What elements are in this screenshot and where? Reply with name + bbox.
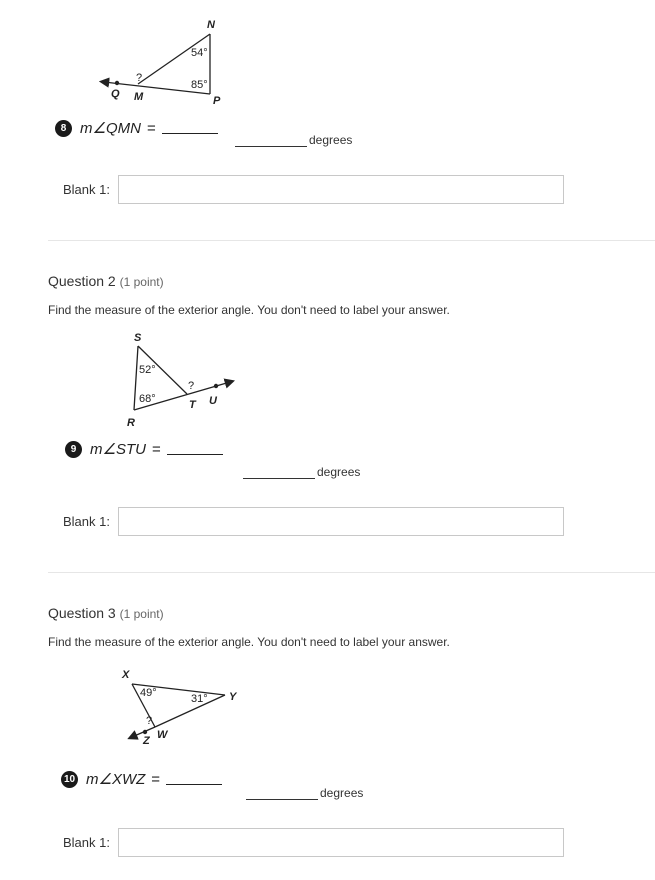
blank-label: Blank 1: [63,514,110,529]
blank-1-input[interactable] [118,507,564,536]
problem-number-badge: 10 [61,771,78,788]
angle-label-y: 31° [191,693,208,705]
answer-line [166,783,222,785]
vertex-label-s: S [134,332,142,344]
angle-label-n: 54° [191,47,208,59]
equals-sign: = [151,770,161,788]
unit-label: degrees [309,133,353,147]
angle-label-unknown: ? [136,72,143,84]
vertex-label-m: M [134,91,144,103]
problem-9-statement [65,440,223,458]
vertex-label-z: Z [143,735,150,747]
answer-line [167,453,223,455]
answer-line [162,132,218,134]
blank-1-input[interactable] [118,828,564,857]
unit-label: degrees [317,465,361,479]
unit-row-8 [235,133,352,147]
equals-sign: = [151,440,161,458]
unit-blank-line [246,789,318,800]
angle-label-r: 68° [139,393,156,405]
equals-sign: = [146,119,156,137]
point-z [143,730,147,734]
point-u [214,384,218,388]
unit-label: degrees [320,786,364,800]
problem-expression: m∠XWZ [86,771,146,788]
angle-label-x: 49° [140,687,157,699]
angle-label-p: 85° [191,79,208,91]
vertex-label-r: R [127,417,135,429]
point-q [115,81,119,85]
problem-8-statement [55,119,218,137]
vertex-label-n: N [207,19,215,31]
question-3-title [48,605,164,621]
angle-label-unknown: ? [188,380,195,392]
problem-expression: m∠QMN [80,120,141,137]
triangle-figure-xwz [118,664,248,754]
problem-number-badge: 9 [65,441,82,458]
question-2-title [48,273,164,289]
question-points: (1 point) [119,607,164,621]
vertex-label-y: Y [229,691,237,703]
vertex-label-u: U [209,395,217,407]
angle-label-unknown: ? [146,715,153,727]
vertex-label-q: Q [111,88,120,100]
unit-blank-line [243,468,315,479]
question-divider [48,572,655,573]
vertex-label-x: X [122,669,130,681]
blank-row-8 [63,175,564,204]
question-title: Question 3 [48,605,116,621]
problem-expression: m∠STU [90,441,146,458]
question-title: Question 2 [48,273,116,289]
blank-row-10 [63,828,564,857]
question-divider [48,240,655,241]
problem-number-badge: 8 [55,120,72,137]
problem-10-statement [61,770,222,788]
blank-label: Blank 1: [63,835,110,850]
unit-row-10 [246,786,363,800]
unit-blank-line [235,136,307,147]
blank-label: Blank 1: [63,182,110,197]
blank-1-input[interactable] [118,175,564,204]
question-2-prompt: Find the measure of the exterior angle. You don't need to label your answer. [48,303,450,317]
question-3-prompt: Find the measure of the exterior angle. You don't need to label your answer. [48,635,450,649]
blank-row-9 [63,507,564,536]
vertex-label-w: W [157,729,168,741]
question-points: (1 point) [119,275,164,289]
unit-row-9 [243,465,360,479]
triangle-figure-stu [120,326,240,434]
angle-label-s: 52° [139,364,156,376]
vertex-label-t: T [189,399,196,411]
triangle-figure-qmn [100,12,230,110]
vertex-label-p: P [213,95,221,107]
